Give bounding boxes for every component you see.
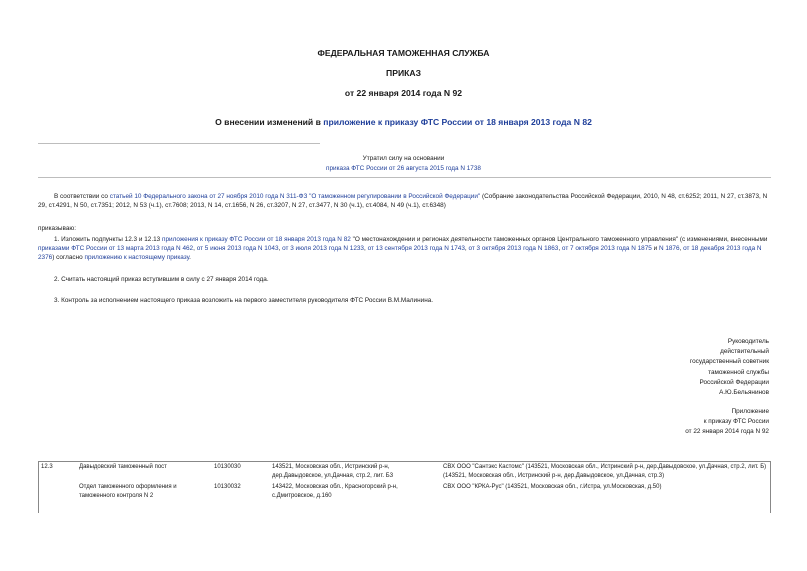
repeal-order-link[interactable]: приказа ФТС России от 26 августа 2015 года N 1738 (326, 165, 481, 172)
notice-bottom-rule (38, 177, 771, 178)
amend-link-1876[interactable]: N 1876 (658, 245, 680, 253)
sep: , (464, 245, 469, 253)
sig-line-1: Руководитель (727, 338, 769, 345)
item-3: 3. Контроль за исполнением настоящего приказа возложить на первого заместителя руководителя ФТС России В.М.Малинина. (54, 297, 434, 304)
appendix-line-3: от 22 января 2014 года N 92 (685, 428, 769, 436)
cell-code: 10130032 (214, 484, 241, 490)
amend-link-1743[interactable]: от 13 сентября 2013 года N 1743 (367, 245, 465, 253)
basis-text: В соответствии со (54, 193, 110, 200)
table-row (38, 462, 771, 483)
item1-text-c: ) согласно (52, 254, 85, 262)
sep: , (679, 245, 684, 253)
appendix-line-1: Приложение (731, 408, 769, 415)
item-1 (38, 235, 771, 263)
svh-text: СВХ ООО "КРКА-Рус" (143521, Московская обл., г.Истра, ул.Московская, д.50) (443, 484, 662, 490)
law-link[interactable]: статьей 10 Федерального закона от 27 ноября 2010 года N 311-ФЗ "О таможенном регулировании в Российской Федерации" (109, 193, 481, 200)
cell-code: 10130030 (211, 462, 269, 483)
notice-link-line (0, 164, 807, 173)
svh-text-2: (143521, Московская обл., Истринский р-н, дер.Давыдовское, ул.Дачная, стр.3) (443, 473, 665, 479)
appendix-header (685, 407, 769, 438)
amend-link-2376[interactable]: от 18 декабря 2013 года N 2376 (38, 245, 762, 262)
appendix-table (38, 461, 771, 502)
cell-svh (440, 462, 771, 483)
amend-link-1863[interactable]: от 3 октября 2013 года N 1863 (468, 245, 559, 253)
document-title (0, 117, 807, 127)
agency-name: ФЕДЕРАЛЬНАЯ ТАМОЖЕННАЯ СЛУЖБА (317, 48, 490, 58)
cell-num: 12.3 (38, 462, 76, 483)
order-word: приказываю: (38, 225, 76, 232)
sig-line-3: государственный советник (689, 358, 769, 366)
notice-top-rule (38, 143, 320, 144)
document-type: ПРИКАЗ (386, 68, 421, 78)
title-link[interactable]: приложение к приказу ФТС России от 18 января 2013 года N 82 (323, 117, 592, 127)
notice-text: Утратил силу на основании (362, 155, 445, 162)
amend-link-1233[interactable]: от 3 июля 2013 года N 1233 (282, 245, 364, 253)
item-2: 2. Считать настоящий приказ вступившим в силу с 27 января 2014 года. (54, 276, 269, 283)
amend-link-1043[interactable]: от 5 июня 2013 года N 1043 (196, 245, 279, 253)
cell-name: Давыдовский таможенный пост (76, 462, 211, 483)
sep: и (651, 245, 659, 253)
amend-link-462[interactable]: приказами ФТС России от 13 марта 2013 года N 462 (38, 245, 194, 253)
sep: , (278, 245, 283, 253)
sig-line-5: Российской Федерации (699, 378, 769, 386)
sep: , (193, 245, 197, 253)
document-date: от 22 января 2014 года N 92 (344, 88, 463, 98)
cell-svh (440, 482, 771, 502)
sig-line-2: действительный (720, 348, 769, 356)
item1-text-a: 1. Изложить подпункты 12.3 и 12.13 (54, 236, 162, 243)
paragraph-basis (38, 192, 771, 210)
item1-text-b: "О местонахождении и регионах деятельности таможенных органов Центрального таможенного управления" (с изменениями, внесенными (350, 236, 768, 243)
svh-text: СВХ ООО "Сантэкс Кастомс" (143521, Московская обл., Истринский р-н, дер.Давыдовское, ул.Дачная, стр.2, лит. Б) (443, 464, 767, 470)
sep: , (364, 245, 368, 253)
amend-link-1875[interactable]: от 7 октября 2013 года N 1875 (561, 245, 652, 253)
title-prefix: О внесении изменений в (215, 117, 324, 127)
table-row (38, 482, 771, 502)
item1-end: . (189, 254, 191, 262)
appendix-line-2: к приказу ФТС России (703, 418, 769, 426)
signature-block (690, 337, 769, 398)
sig-line-4: таможенной службы (708, 368, 769, 376)
basis-citation: (Собрание законодательства Российской Федерации, 2010, N 48, ст.6252; 2011, N 27, ст.3873, N 29, ст.4291, N 50, ст.7351; 2012, N 53 (ч.1), ст.7608; 2013, N 14, ст.1656, N 26, ст.3207, N 27, ст.3477, N 30 (ч.1), ст.4084, N 49 (ч.1), ст.6348) (38, 193, 768, 210)
cell-address: 143422, Московская обл., Красногорский р-н, с.Дмитровское, д.160 (272, 484, 398, 499)
cell-address: 143521, Московская обл., Истринский р-н, дер.Давыдовское, ул.Дачная, стр.2, лит. Б3 (269, 462, 440, 483)
sig-line-6: А.Ю.Бельянинов (719, 389, 769, 397)
cell-name: Отдел таможенного оформления и таможенного контроля N 2 (79, 484, 177, 499)
appendix-order-link[interactable]: приложения к приказу ФТС России от 18 января 2013 года N 82 (162, 236, 351, 243)
cell-num (38, 482, 76, 502)
appendix-link[interactable]: приложению к настоящему приказу (84, 254, 190, 262)
sep: , (558, 245, 562, 253)
